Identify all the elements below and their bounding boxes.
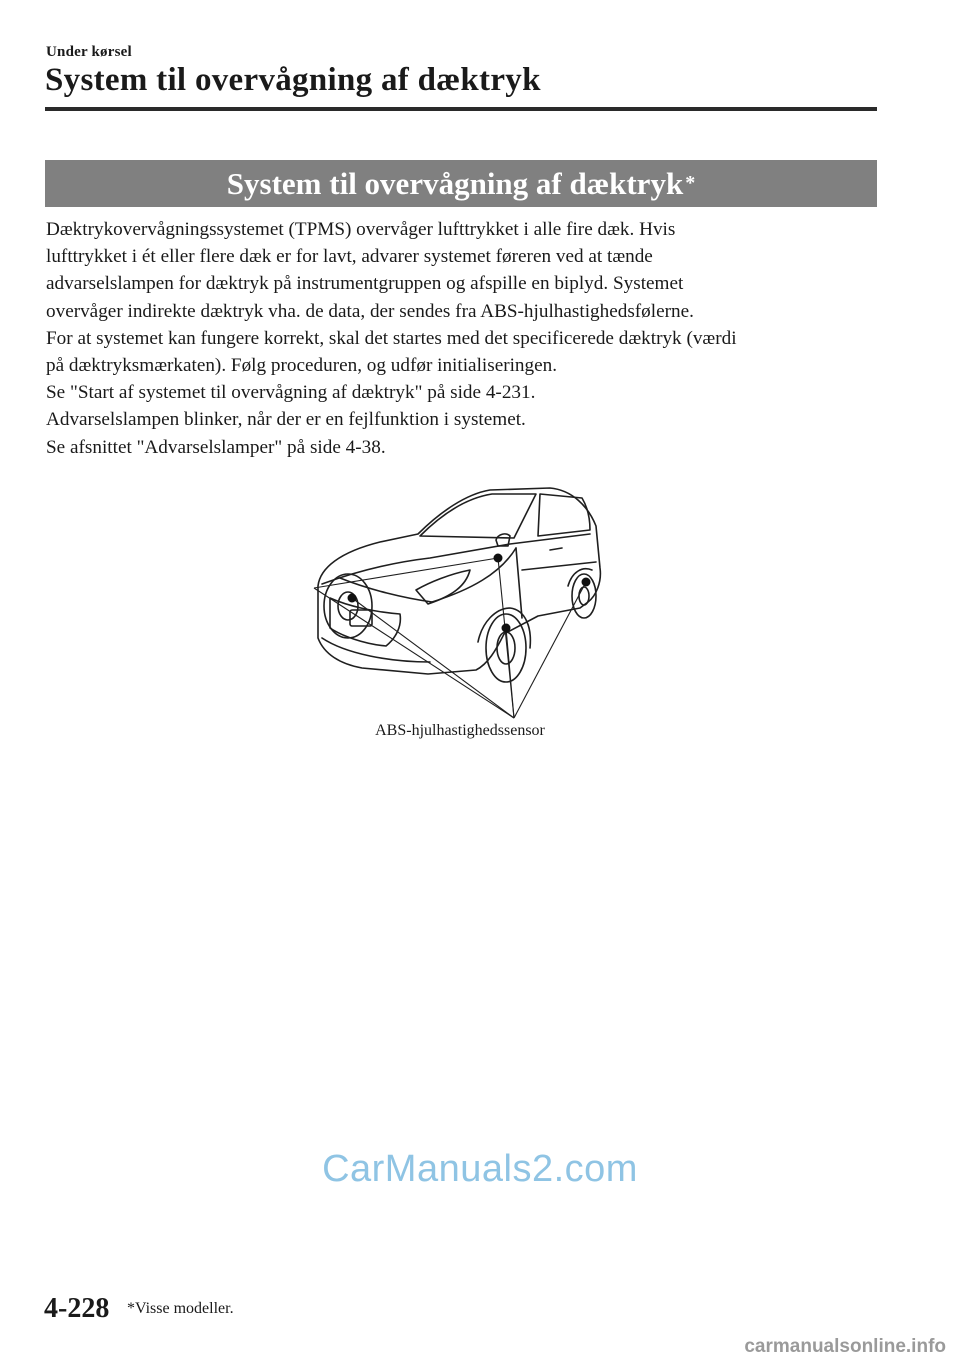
body-line: Dæktrykovervågningssystemet (TPMS) overvåger lufttrykket i alle fire dæk. Hvis xyxy=(46,219,676,240)
body-line: overvåger indirekte dæktryk vha. de data, der sendes fra ABS-hjulhastighedsfølerne. xyxy=(46,300,694,322)
footnote: *Visse modeller. xyxy=(127,1300,234,1317)
sensor-leader-line xyxy=(514,582,586,718)
sensor-leader-line xyxy=(314,558,498,588)
body-line: lufttrykket i ét eller flere dæk er for lavt, advarer systemet føreren ved at tænde xyxy=(46,246,653,268)
optional-equipment-marker: * xyxy=(685,172,696,194)
cross-reference-link[interactable]: Se "Start af systemet til overvågning af dæktryk" på side 4-231. xyxy=(46,382,536,404)
footer-site-watermark: carmanualsonline.info xyxy=(744,1336,946,1357)
section-title: System til overvågning af dæktryk xyxy=(226,165,684,201)
section-banner xyxy=(45,160,877,207)
body-line: advarselslampen for dæktryk på instrumentgruppen og afspille en biplyd. Systemet xyxy=(46,273,684,295)
car-headlight xyxy=(416,570,470,604)
title-divider xyxy=(45,107,877,111)
abs-sensor-marker xyxy=(502,624,510,632)
page-title: System til overvågning af dæktryk xyxy=(45,62,541,98)
sensor-leader-line xyxy=(506,628,514,718)
body-line: på dæktryksmærkaten). Følg proceduren, og udfør initialiseringen. xyxy=(46,355,558,377)
watermark-text: CarManuals2.com xyxy=(322,1148,638,1190)
car-side-window xyxy=(538,494,590,536)
car-sensor-illustration xyxy=(300,478,620,728)
abs-sensor-marker xyxy=(582,578,590,586)
running-section-label: Under kørsel xyxy=(46,44,132,60)
body-line: Advarselslampen blinker, når der er en fejlfunktion i systemet. xyxy=(46,409,526,431)
body-line: For at systemet kan fungere korrekt, skal det startes med det specificerede dæktryk (værdi xyxy=(46,327,737,349)
body-text xyxy=(46,216,876,461)
figure-caption: ABS-hjulhastighedssensor xyxy=(375,722,545,739)
abs-sensor-marker xyxy=(348,594,356,602)
car-mirror xyxy=(496,534,510,546)
front-left-wheel xyxy=(324,574,372,638)
cross-reference-link[interactable]: Se afsnittet "Advarselslamper" på side 4-38. xyxy=(46,436,386,458)
page-number: 4-228 xyxy=(44,1293,110,1324)
abs-sensor-marker xyxy=(494,554,502,562)
sensor-leader-line xyxy=(314,588,514,718)
car-body-outline xyxy=(318,488,600,674)
